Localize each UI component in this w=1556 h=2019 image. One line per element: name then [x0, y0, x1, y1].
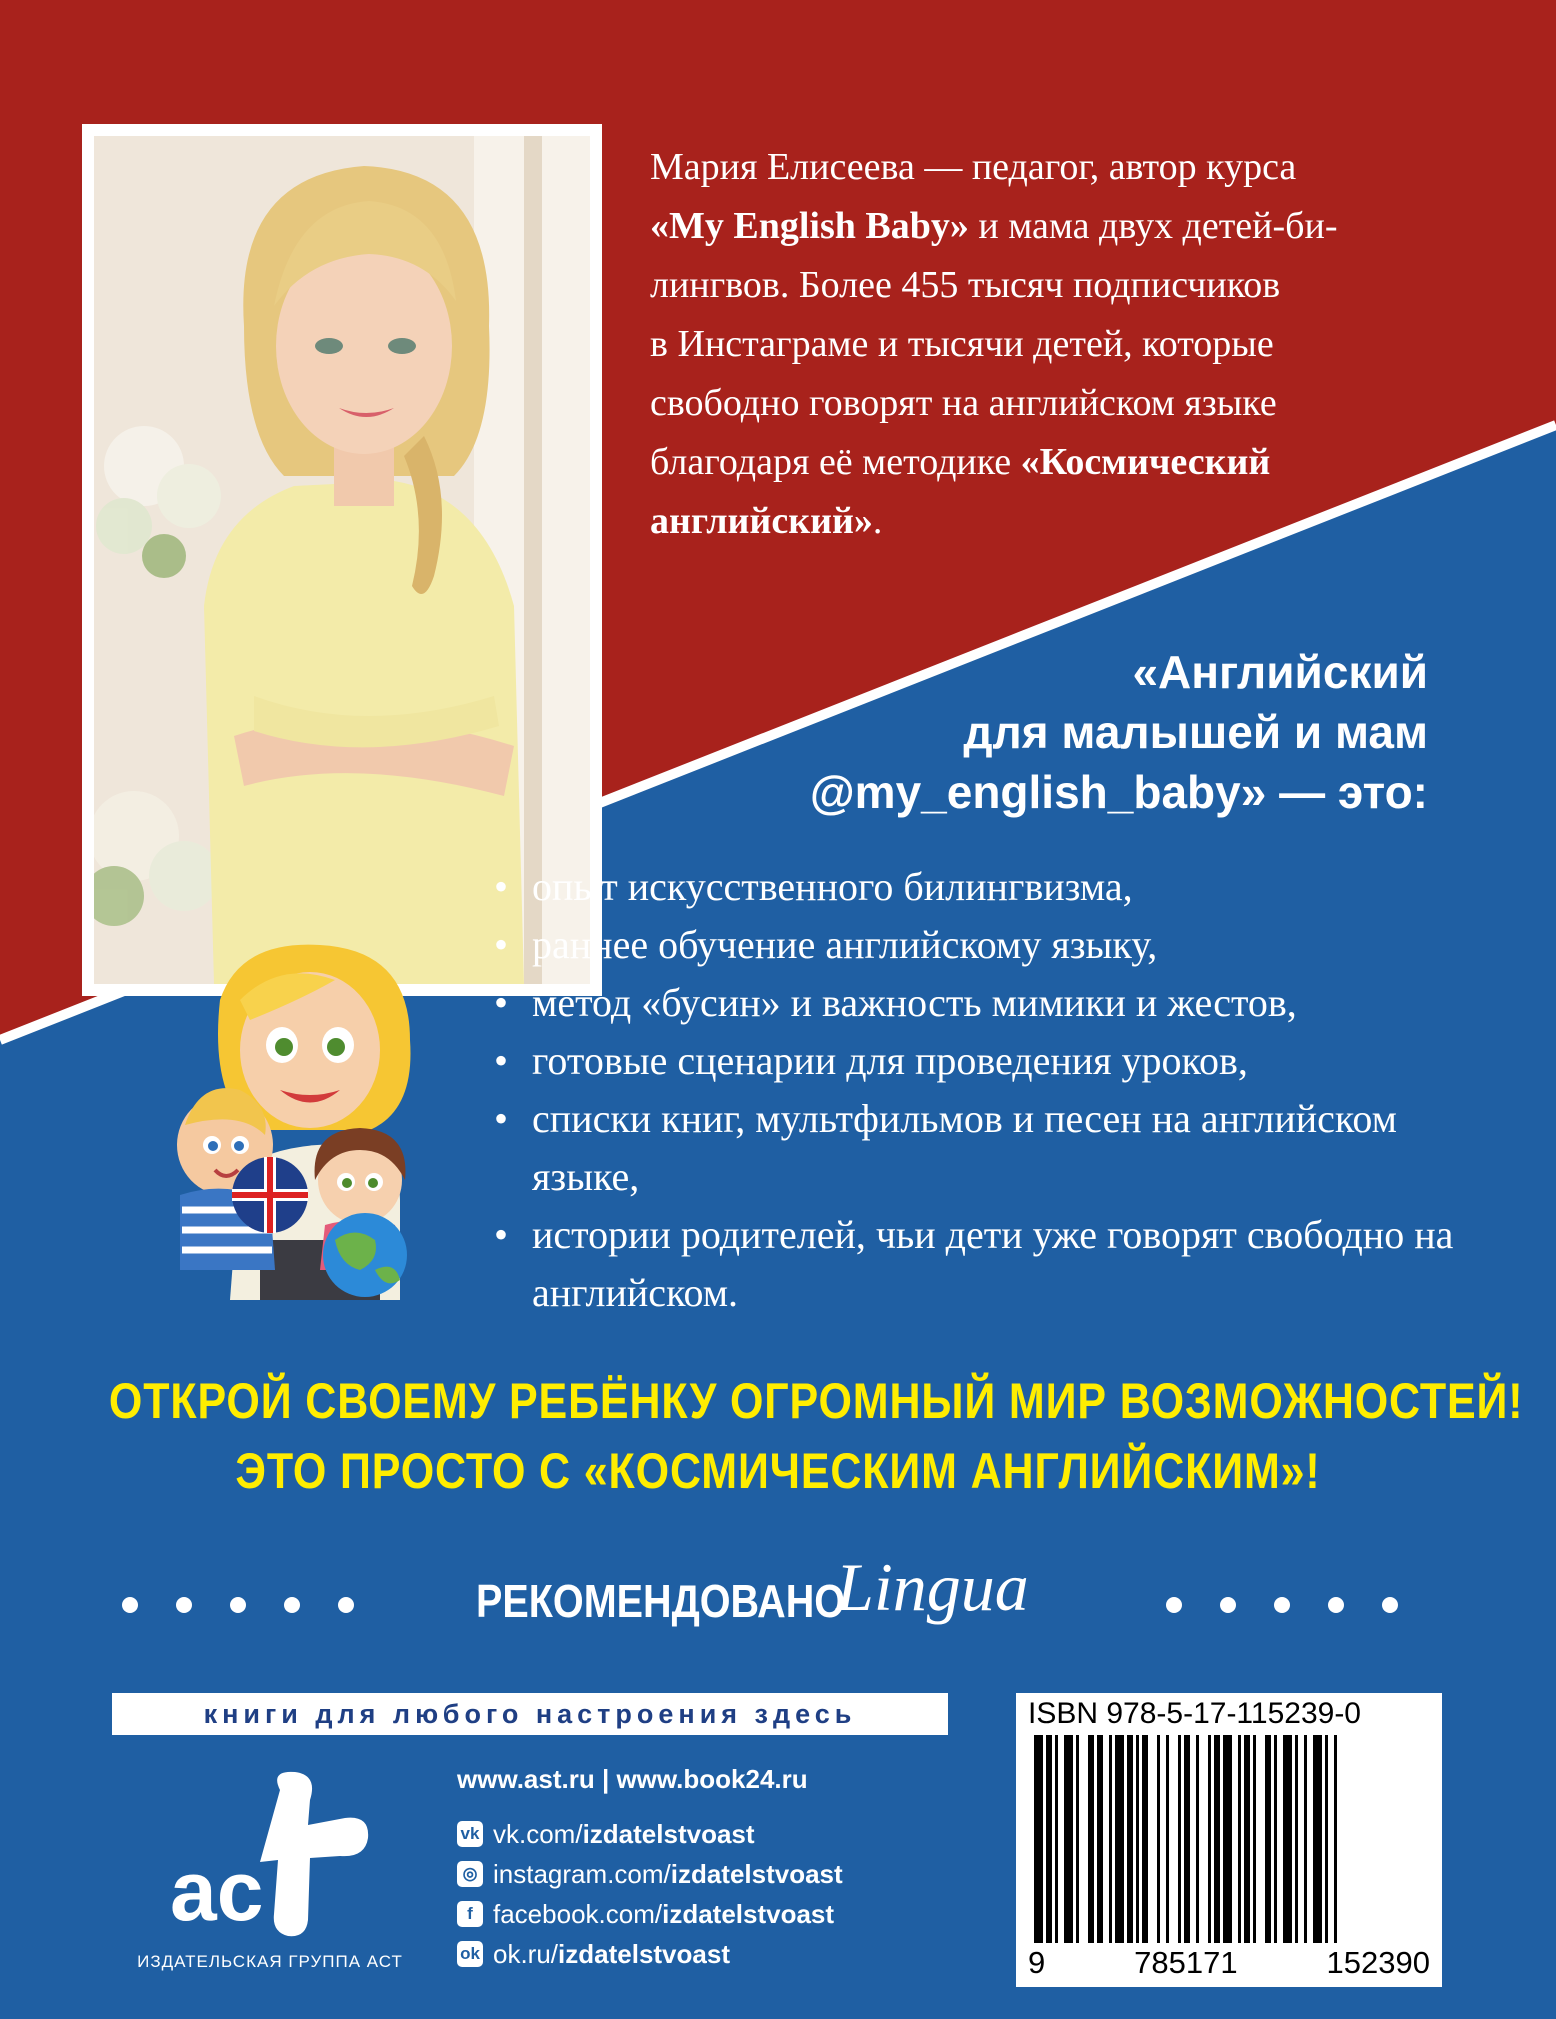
bio-line: свободно говорят на английском языке	[650, 382, 1277, 424]
book-headline	[668, 642, 1428, 822]
publisher-label: ИЗДАТЕЛЬСКАЯ ГРУППА АСТ	[137, 1952, 403, 1971]
list-item: • списки книг, мультфильмов и песен на английском языке,	[490, 1090, 1510, 1206]
barcode-digit-group: 785171	[1134, 1945, 1238, 1980]
social-link-facebook[interactable]	[457, 1894, 843, 1934]
list-item: • раннее обучение английскому языку,	[490, 916, 1510, 974]
cta-line-1: ОТКРОЙ СВОЕМУ РЕБЁНКУ ОГРОМНЫЙ МИР ВОЗМОЖНОСТЕЙ!	[108, 1373, 1524, 1429]
list-item: • готовые сценарии для проведения уроков,	[490, 1032, 1510, 1090]
social-links	[457, 1814, 843, 1974]
social-link-odnoklassniki[interactable]	[457, 1934, 843, 1974]
cta-line-2: ЭТО ПРОСТО С «КОСМИЧЕСКИМ АНГЛИЙСКИМ»!	[235, 1443, 1321, 1499]
bio-text: и мама двух детей-би-	[968, 205, 1338, 247]
bio-line: Мария Елисеева — педагог, автор курса	[650, 146, 1297, 188]
link-prefix: ok.ru/	[493, 1939, 559, 1969]
course-name: «My English Baby»	[650, 205, 969, 247]
headline-line: @my_english_baby» — это:	[809, 766, 1428, 818]
link-prefix: facebook.com/	[493, 1899, 663, 1929]
vk-icon: vk	[457, 1821, 483, 1847]
barcode-digit-group: 9	[1028, 1945, 1046, 1980]
method-name: английский»	[650, 500, 873, 542]
lingua-logo-text: Lingua	[836, 1549, 1029, 1625]
isbn-number: ISBN 978-5-17-115239-0	[1028, 1697, 1361, 1730]
barcode-digits	[1028, 1945, 1430, 1981]
bio-line	[650, 492, 1520, 551]
list-item: • опыт искусственного билингвизма,	[490, 858, 1510, 916]
feature-list	[490, 858, 1510, 1322]
instagram-icon: ◎	[457, 1861, 483, 1887]
bio-line: лингвов. Более 455 тысяч подписчиков	[650, 264, 1281, 306]
odnoklassniki-icon: ok	[457, 1941, 483, 1967]
lingua-logo	[836, 1548, 1029, 1627]
author-bio	[650, 138, 1520, 551]
bio-text: .	[872, 500, 883, 542]
tagline-bar: книги для любого настроения здесь	[112, 1693, 948, 1735]
social-link-vk[interactable]	[457, 1814, 843, 1854]
list-item: • метод «бусин» и важность мимики и жестов,	[490, 974, 1510, 1032]
publisher-websites[interactable]: www.ast.ru | www.book24.ru	[457, 1764, 808, 1794]
svg-text:ac: ac	[170, 1844, 264, 1938]
barcode	[1034, 1735, 1424, 1943]
link-prefix: instagram.com/	[493, 1859, 671, 1889]
isbn-barcode-box	[1016, 1693, 1442, 1987]
bio-line	[650, 433, 1520, 492]
list-item: • истории родителей, чьи дети уже говорят свободно на английском.	[490, 1206, 1510, 1322]
bio-text: благодаря её методике	[650, 441, 1021, 483]
facebook-icon: f	[457, 1901, 483, 1927]
bio-line: в Инстаграме и тысячи детей, которые	[650, 323, 1274, 365]
headline-line: «Английский	[1132, 646, 1428, 698]
social-link-instagram[interactable]	[457, 1854, 843, 1894]
recommended-label: РЕКОМЕНДОВАНО	[476, 1575, 846, 1627]
link-handle: izdatelstvoast	[558, 1939, 730, 1969]
decorative-dots-left	[122, 1597, 354, 1613]
link-handle: izdatelstvoast	[662, 1899, 835, 1929]
link-handle: izdatelstvoast	[670, 1859, 843, 1889]
author-photo	[94, 136, 590, 984]
link-prefix: vk.com/	[493, 1819, 583, 1849]
mother-children-illustration	[160, 940, 450, 1300]
bio-line	[650, 197, 1520, 256]
decorative-dots-right	[1166, 1597, 1398, 1613]
ast-logo-icon	[160, 1770, 380, 1940]
headline-line: для малышей и мам	[963, 706, 1428, 758]
method-name: «Космический	[1020, 441, 1271, 483]
barcode-digit-group: 152390	[1326, 1945, 1430, 1980]
link-handle: izdatelstvoast	[582, 1819, 755, 1849]
